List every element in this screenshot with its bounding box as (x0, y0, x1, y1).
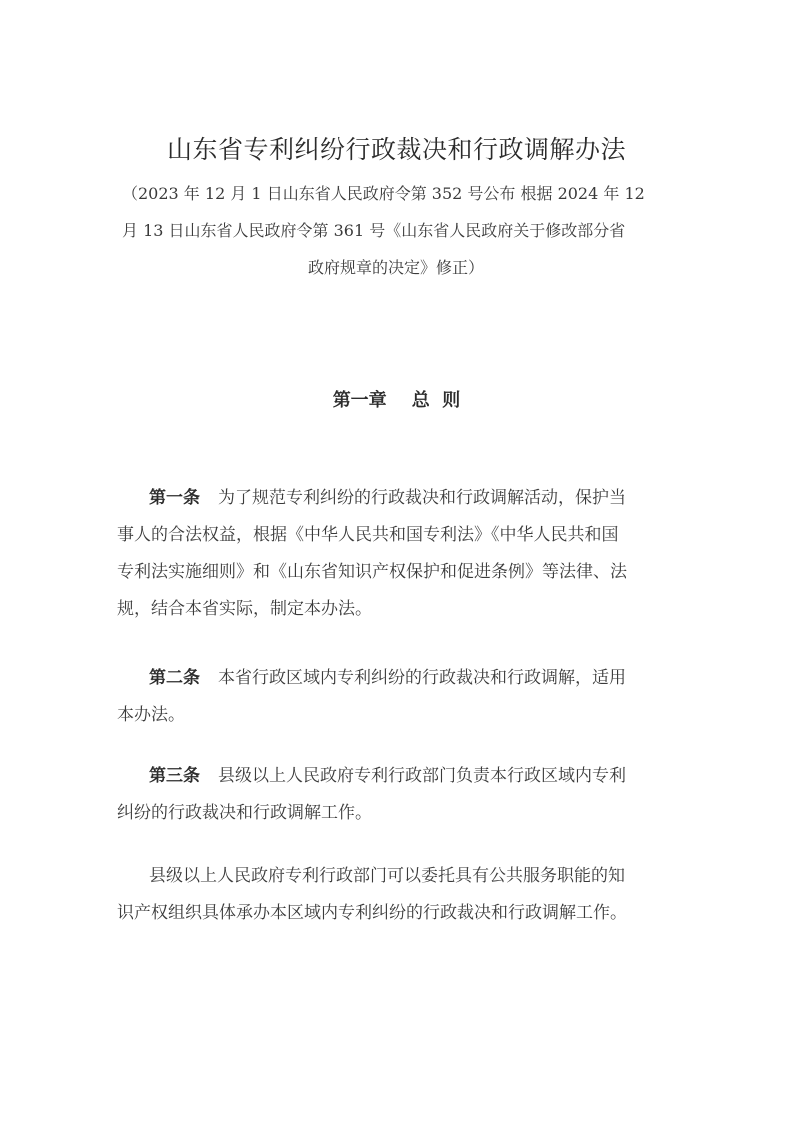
article-line: 规，结合本省实际，制定本办法。 (117, 599, 372, 619)
article-label: 第二条 (149, 668, 200, 688)
promulgation-note-line: 月 13 日山东省人民政府令第 361 号《山东省人民政府关于修改部分省 (122, 221, 626, 240)
article-3-paragraph-2 (117, 858, 673, 932)
article-text: 县级以上人民政府专利行政部门负责本行政区域内专利 (218, 766, 626, 786)
article-line: 专利法实施细则》和《山东省知识产权保护和促进条例》等法律、法 (117, 562, 627, 582)
article-label: 第三条 (149, 766, 200, 786)
article-3 (117, 758, 673, 832)
article-line (117, 660, 673, 697)
article-line: 事人的合法权益，根据《中华人民共和国专利法》《中华人民共和国 (117, 525, 619, 545)
promulgation-note-line: （2023 年 12 月 1 日山东省人民政府令第 352 号公布 根据 2024 年 12 (122, 184, 645, 203)
article-line (117, 758, 673, 795)
article-line: 本办法。 (117, 705, 185, 725)
article-line: 县级以上人民政府专利行政部门可以委托具有公共服务职能的知 (149, 866, 625, 886)
article-2 (117, 660, 673, 734)
article-text: 本省行政区域内专利纠纷的行政裁决和行政调解，适用 (218, 668, 626, 688)
article-line (117, 480, 673, 517)
chapter-heading: 第一章 总 则 (332, 389, 461, 411)
promulgation-note (122, 175, 670, 286)
article-line: 纠纷的行政裁决和行政调解工作。 (117, 803, 372, 823)
article-line: 识产权组织具体承办本区域内专利纠纷的行政裁决和行政调解工作。 (117, 903, 627, 923)
promulgation-note-line: 政府规章的决定》修正） (307, 258, 484, 277)
article-1 (117, 480, 673, 628)
article-text: 为了规范专利纠纷的行政裁决和行政调解活动，保护当 (218, 488, 626, 508)
article-label: 第一条 (149, 488, 200, 508)
document-title: 山东省专利纠纷行政裁决和行政调解办法 (166, 134, 626, 164)
